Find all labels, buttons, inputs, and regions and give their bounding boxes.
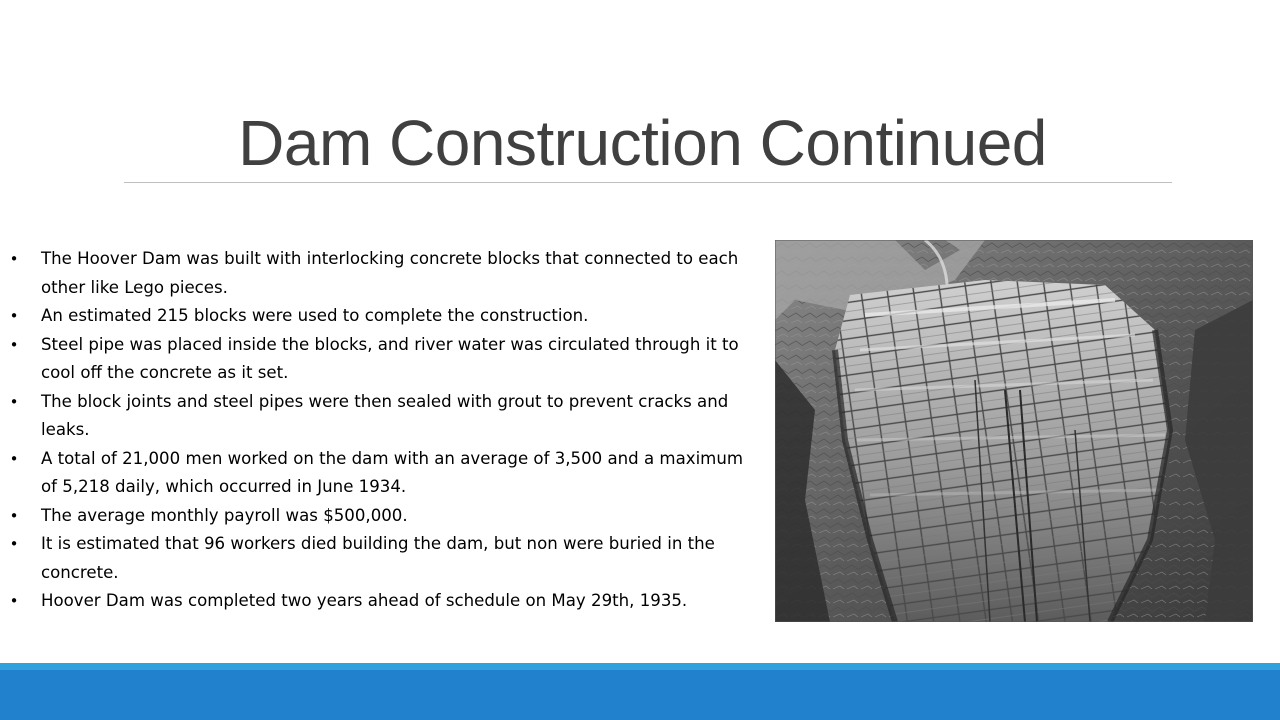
bullet-item [8,388,753,445]
title-divider [124,182,1172,183]
footer-bar [0,663,1280,720]
bullet-item [8,587,753,616]
bullet-icon: • [9,535,19,553]
bullet-item [8,445,753,502]
bullet-icon: • [9,335,19,354]
bullet-icon: • [9,250,19,268]
bullet-item [8,502,753,531]
bullet-icon: • [9,592,19,610]
bullet-icon: • [9,506,19,525]
bullet-item [8,331,753,388]
dam-construction-photo [775,240,1253,622]
bullet-item [8,302,753,331]
bullet-text: The block joints and steel pipes were then sealed with grout to prevent cracks and leaks. [41,391,729,439]
bullet-text: Hoover Dam was completed two years ahead of schedule on May 29th, 1935. [41,591,688,610]
bullet-item [8,530,753,587]
bullet-text: A total of 21,000 men worked on the dam with an average of 3,500 and a maximum of 5,218 daily, which occurred in June 1934. [41,448,744,496]
bullet-item [8,245,753,302]
bullet-text: It is estimated that 96 workers died building the dam, but non were buried in the concrete. [41,534,715,582]
bullet-text: The Hoover Dam was built with interlocking concrete blocks that connected to each other like Lego pieces. [41,249,739,297]
footer-accent-stripe [0,663,1280,670]
bullet-text: An estimated 215 blocks were used to complete the construction. [41,306,589,325]
bullet-text: The average monthly payroll was $500,000. [41,505,408,525]
bullet-icon: • [9,392,19,411]
bullet-list [8,245,753,616]
bullet-icon: • [9,449,19,468]
slide-title: Dam Construction Continued [238,107,1047,179]
bullet-text: Steel pipe was placed inside the blocks, and river water was circulated through it to cool off the concrete as it set. [41,334,739,382]
bullet-icon: • [9,307,19,325]
dam-construction-photo-graphic [775,240,1253,622]
